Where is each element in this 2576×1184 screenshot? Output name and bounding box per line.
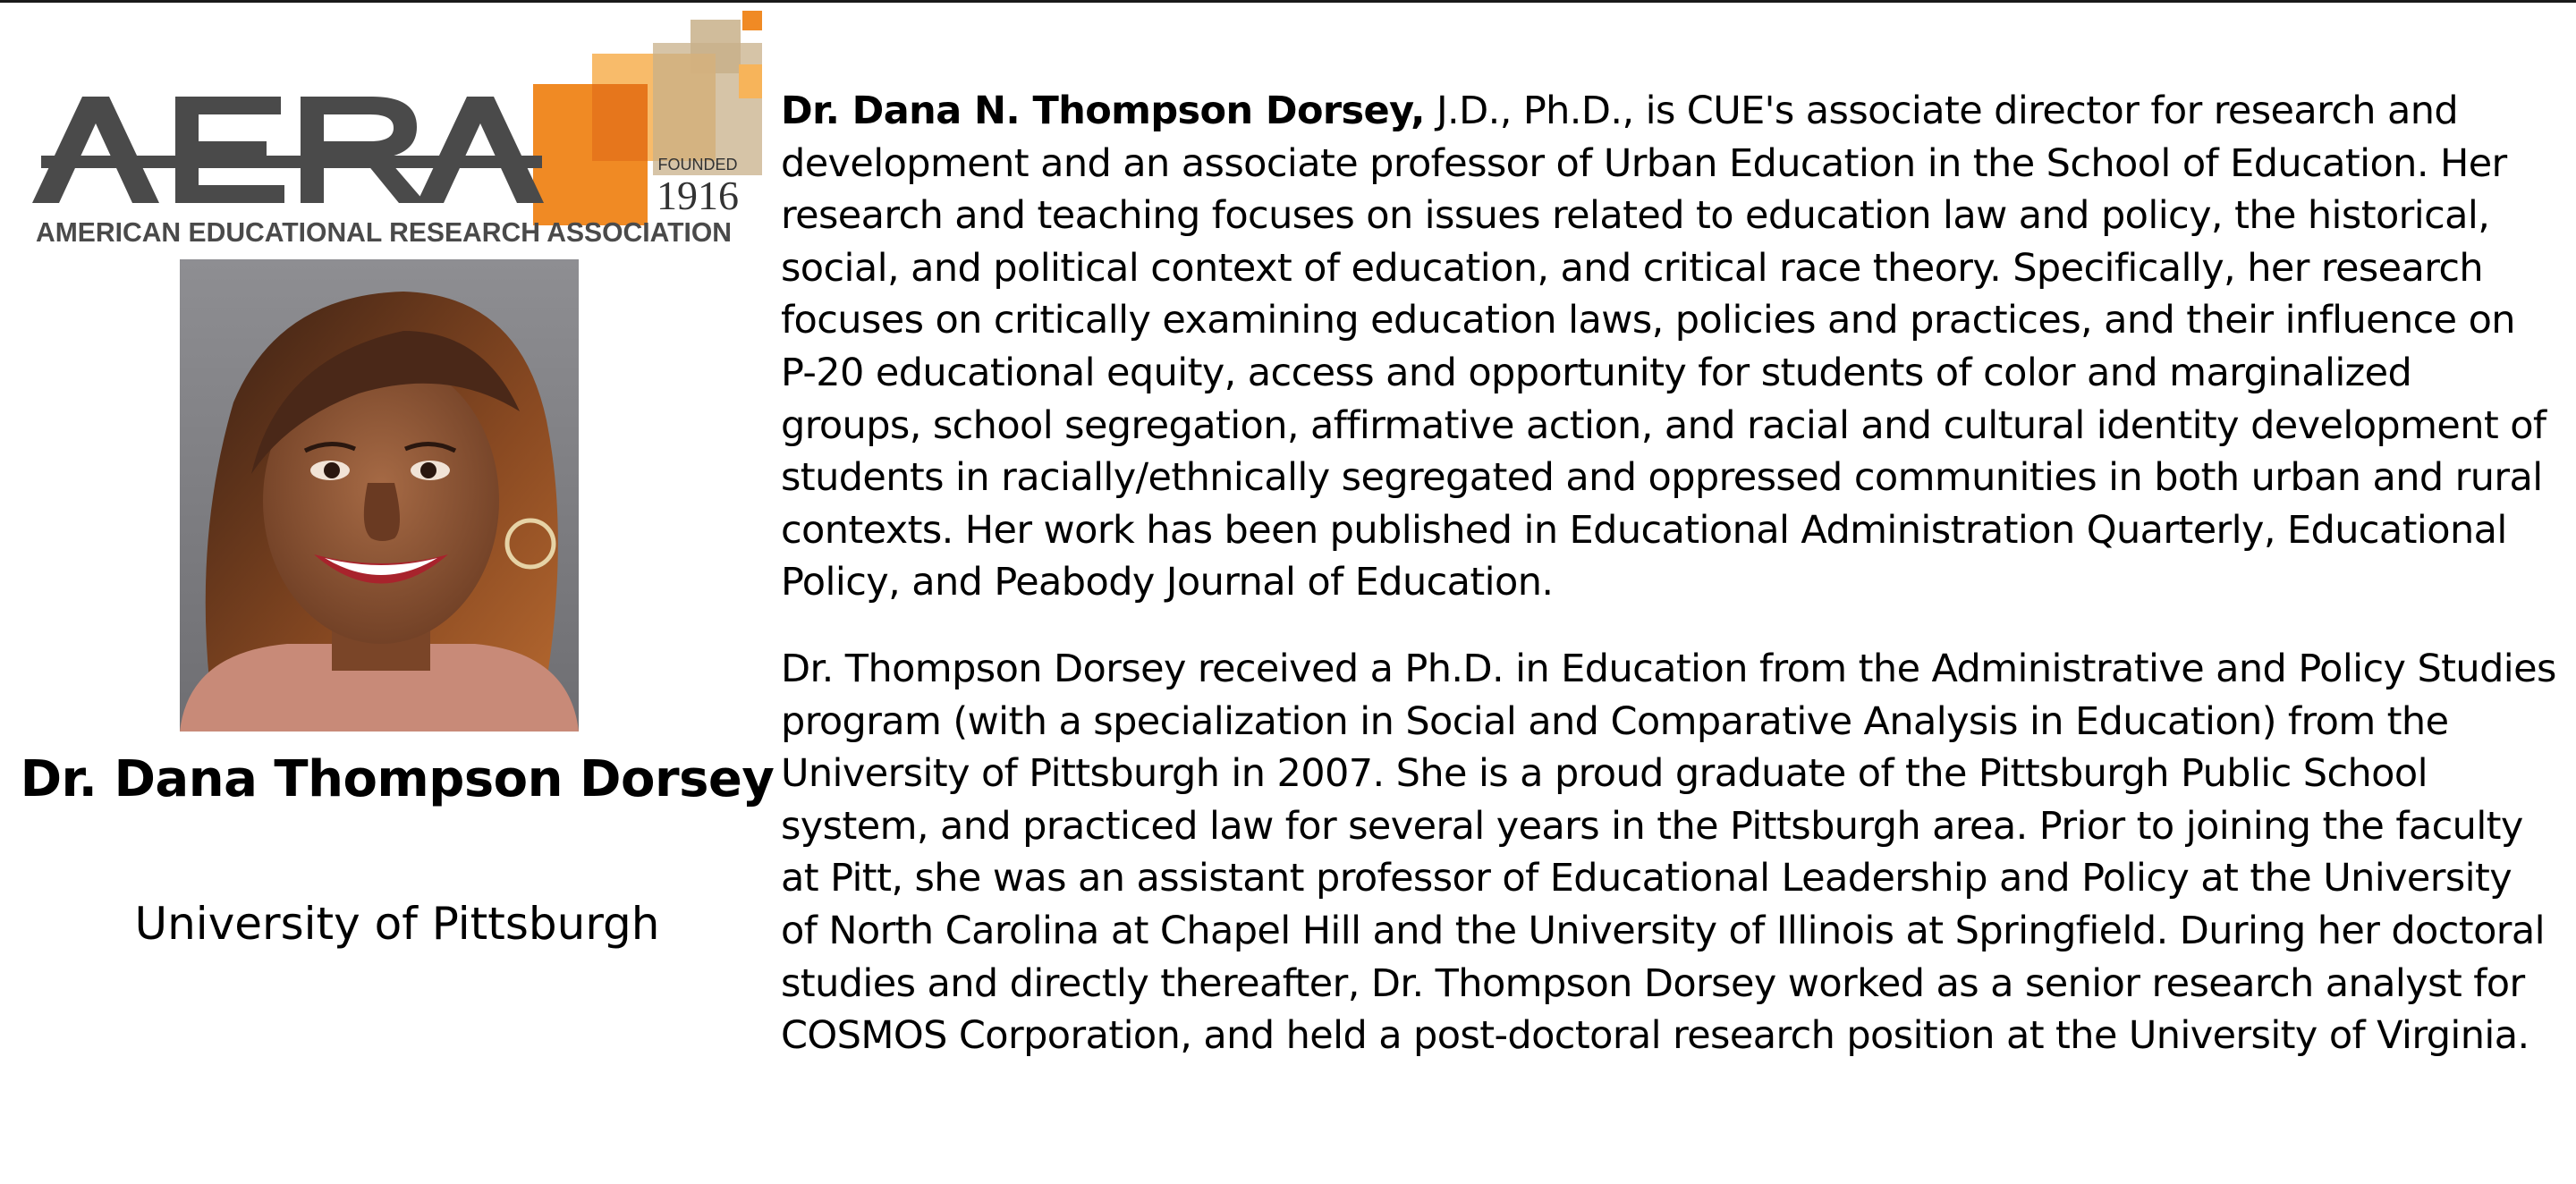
profile-affiliation: University of Pittsburgh	[134, 898, 660, 950]
biography	[781, 85, 2556, 1062]
logo-organization-name: AMERICAN EDUCATIONAL RESEARCH ASSOCIATION	[36, 217, 732, 248]
logo-founded-label: FOUNDED	[657, 156, 738, 173]
bio-lead-name: Dr. Dana N. Thompson Dorsey,	[781, 89, 1425, 133]
bio-paragraph-1-body: J.D., Ph.D., is CUE's associate director for research and development and an associate professor of Urban Education in the School of Education. Her research and teaching focuses on issues related to education law and policy, the historical, social, and political context of education, and critical race theory. Specifically, her research focuses on critically examining education laws, policies and practices, and their influence on P-20 educational equity, access and opportunity for students of color and marginalized groups, school segregation, affirmative action, and racial and cultural identity development of students in racially/ethnically segregated and oppressed communities in both urban and rural contexts. Her work has been published in Educational Administration Quarterly, Educational Policy, and Peabody Journal of Education.	[781, 89, 2546, 605]
profile-name: Dr. Dana Thompson Dorsey	[20, 750, 775, 808]
logo-wordmark-art	[32, 97, 544, 203]
logo-founded-year: 1916	[657, 173, 739, 218]
logo-square-accent	[742, 11, 762, 30]
profile-photo	[180, 259, 579, 732]
bio-paragraph-2: Dr. Thompson Dorsey received a Ph.D. in Education from the Administrative and Policy Studies program (with a specialization in Social and Comparative Analysis in Education) from the University of Pittsburgh in 2007. She is a proud graduate of the Pittsburgh Public School system, and practiced law for several years in the Pittsburgh area. Prior to joining the faculty at Pitt, she was an assistant professor of Educational Leadership and Policy at the University of North Carolina at Chapel Hill and the University of Illinois at Springfield. During her doctoral studies and directly thereafter, Dr. Thompson Dorsey worked as a senior research analyst for COSMOS Corporation, and held a post-doctoral research position at the University of Virginia.	[781, 646, 2556, 1059]
bio-paragraph-1	[781, 85, 2556, 609]
logo-wordmark: AERA	[32, 11, 35, 12]
top-border	[0, 0, 2576, 3]
logo-square-overlap	[592, 84, 648, 161]
aera-logo	[32, 11, 766, 250]
logo-square-small-orange	[739, 64, 762, 98]
